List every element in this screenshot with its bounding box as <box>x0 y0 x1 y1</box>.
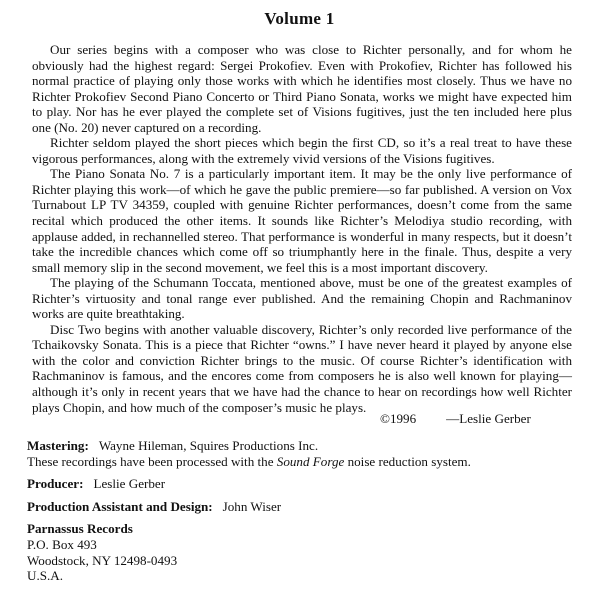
essay-paragraph: The Piano Sonata No. 7 is a particularly important item. It may be the only live performance of Richter playing this work—of which he gave the public premiere—so far published. A version on Vox Turnabout LP TV 34359, coupled with genuine Richter performances, doesn’t come from the same recital which produced the other items. It sounds like Richter’s Melodiya studio recording, with applause added, in rechannelled stereo. That performance is wonderful in many respects, but it doesn’t take the incredible chances which come off so triumphantly here in the finale. Thus, despite a very small memory slip in the second movement, we feel this is a most important discovery. <box>32 166 572 275</box>
essay-paragraph: Richter seldom played the short pieces which begin the first CD, so it’s a real treat to have these vigorous performances, along with the extremely vivid versions of the Visions fugitives. <box>32 135 572 166</box>
processing-note <box>27 454 587 470</box>
page-title: Volume 1 <box>264 9 335 28</box>
mastering-value: Wayne Hileman, Squires Productions Inc. <box>98 438 319 453</box>
address-line: Woodstock, NY 12498-0493 <box>27 552 178 568</box>
address-line: U.S.A. <box>27 568 64 584</box>
mastering-credit <box>27 438 587 454</box>
processing-pre: These recordings have been processed with the <box>27 453 277 469</box>
processing-post: noise reduction system. <box>344 453 471 469</box>
company-name: Parnassus Records <box>27 521 133 537</box>
producer-value: Leslie Gerber <box>93 476 166 492</box>
processing-system: Sound Forge <box>276 453 345 469</box>
signature <box>380 411 580 427</box>
assistant-label: Production Assistant and Design: <box>27 498 213 514</box>
credits <box>27 438 587 584</box>
mastering-label: Mastering: <box>27 438 89 453</box>
copyright-year: ©1996 <box>380 411 417 426</box>
essay-paragraph: Our series begins with a composer who was close to Richter personally, and for whom he obviously had the highest regard: Sergei Prokofiev. Even with Prokofiev, Richter has followed his normal practice of playing only those works with which he identifies most closely. Thus we have no Richter Prokofiev Second Piano Concerto or Third Piano Sonata, works we might have expected him to play. Nor has he ever played the complete set of Visions fugitives, just the ten included here plus one (No. 20) never captured on a recording. <box>32 42 572 135</box>
assistant-credit <box>27 499 587 515</box>
producer-credit <box>27 476 587 492</box>
essay-body <box>32 42 572 415</box>
essay-paragraph: Disc Two begins with another valuable discovery, Richter’s only recorded live performance of the Tchaikovsky Sonata. This is a piece that Richter “owns.” I have never heard it played by anyone else with the color and conviction Richter brings to the music. Of course Richter’s identification with Rachmaninov is famous, and the encores come from composers he is also well known for playing—although it’s only in recent years that we have had the chance to hear on recordings how well Richter plays Chopin, and how much of the composer’s music he plays. <box>32 321 572 415</box>
assistant-value: John Wiser <box>222 498 282 514</box>
essay-paragraph: The playing of the Schumann Toccata, mentioned above, must be one of the greatest examples of Richter’s virtuosity and tonal range ever published. And the remaining Chopin and Rachmaninov works are quite breathtaking. <box>32 275 572 322</box>
producer-label: Producer: <box>27 476 84 492</box>
address-line: P.O. Box 493 <box>27 536 97 552</box>
signature-author: —Leslie Gerber <box>446 411 531 426</box>
